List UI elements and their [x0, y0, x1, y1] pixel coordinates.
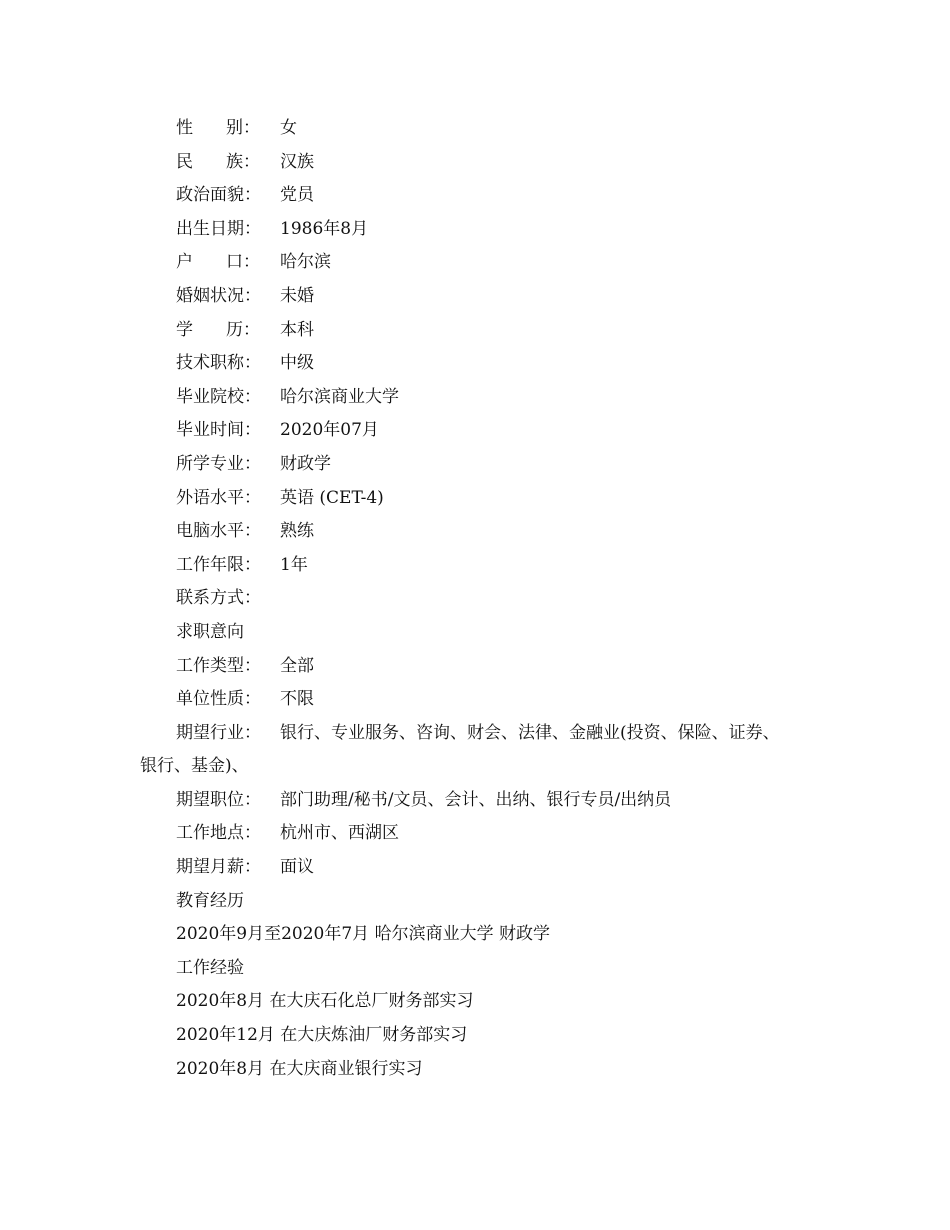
education-entry: 2020年9月至2020年7月 哈尔滨商业大学 财政学 [176, 924, 550, 945]
company-type-label: 单位性质： [176, 689, 261, 710]
intent-row-position [0, 784, 950, 818]
grad-time-value: 2020年07月 [280, 420, 379, 441]
contact-label: 联系方式： [176, 588, 261, 609]
profile-row-political [0, 179, 950, 213]
location-value: 杭州市、西湖区 [280, 823, 399, 844]
profile-row-degree [0, 314, 950, 348]
profile-row-school [0, 381, 950, 415]
intent-row-industry-cont [0, 750, 950, 784]
location-label: 工作地点： [176, 823, 261, 844]
language-label: 外语水平： [176, 487, 261, 508]
job-type-label: 工作类型： [176, 655, 261, 676]
profile-row-hukou [0, 246, 950, 280]
experience-entry: 2020年12月 在大庆炼油厂财务部实习 [176, 1025, 468, 1046]
profile-row-birth [0, 213, 950, 247]
profile-row-marital [0, 280, 950, 314]
ethnicity-label: 民 族： [176, 151, 260, 172]
profile-row-computer [0, 515, 950, 549]
intent-row-company-type [0, 683, 950, 717]
industry-value-line2: 银行、基金)、 [140, 756, 249, 777]
computer-label: 电脑水平： [176, 521, 261, 542]
degree-value: 本科 [280, 319, 314, 340]
experience-entry: 2020年8月 在大庆商业银行实习 [176, 1058, 423, 1079]
school-value: 哈尔滨商业大学 [280, 386, 399, 407]
salary-label: 期望月薪： [176, 857, 261, 878]
work-years-label: 工作年限： [176, 554, 261, 575]
political-value: 党员 [280, 185, 314, 206]
job-type-value: 全部 [280, 655, 314, 676]
intent-row-industry [0, 717, 950, 751]
birth-date-label: 出生日期： [176, 218, 261, 239]
position-label: 期望职位： [176, 789, 261, 810]
ethnicity-value: 汉族 [280, 151, 314, 172]
marital-label: 婚姻状况： [176, 285, 261, 306]
computer-value: 熟练 [280, 521, 314, 542]
profile-row-grad-time [0, 414, 950, 448]
intent-row-salary [0, 851, 950, 885]
intent-row-job-type [0, 650, 950, 684]
language-value: 英语 (CET-4) [280, 487, 384, 508]
tech-title-value: 中级 [280, 353, 314, 374]
profile-row-gender [0, 112, 950, 146]
profile-row-ethnicity [0, 146, 950, 180]
profile-row-contact [0, 582, 950, 616]
birth-date-value: 1986年8月 [280, 218, 369, 239]
resume-content [0, 112, 950, 1086]
section-heading-experience: 工作经验 [176, 957, 244, 978]
degree-label: 学 历： [176, 319, 260, 340]
intent-row-location [0, 817, 950, 851]
tech-title-label: 技术职称： [176, 353, 261, 374]
marital-value: 未婚 [280, 285, 314, 306]
hukou-value: 哈尔滨 [280, 252, 331, 273]
school-label: 毕业院校： [176, 386, 261, 407]
political-label: 政治面貌： [176, 185, 261, 206]
salary-value: 面议 [280, 857, 314, 878]
profile-row-major [0, 448, 950, 482]
major-label: 所学专业： [176, 453, 261, 474]
grad-time-label: 毕业时间： [176, 420, 261, 441]
industry-value-line1: 银行、专业服务、咨询、财会、法律、金融业(投资、保险、证券、 [280, 722, 780, 743]
company-type-value: 不限 [280, 689, 314, 710]
work-years-value: 1年 [280, 554, 308, 575]
section-heading-intent: 求职意向 [176, 621, 244, 642]
gender-value: 女 [280, 118, 297, 138]
experience-entry: 2020年8月 在大庆石化总厂财务部实习 [176, 991, 474, 1012]
section-heading-education: 教育经历 [176, 890, 244, 911]
profile-row-title [0, 347, 950, 381]
position-value: 部门助理/秘书/文员、会计、出纳、银行专员/出纳员 [280, 789, 672, 810]
industry-label: 期望行业： [176, 722, 261, 743]
major-value: 财政学 [280, 453, 331, 474]
hukou-label: 户 口： [176, 252, 260, 273]
profile-row-years [0, 549, 950, 583]
profile-row-language [0, 482, 950, 516]
gender-label: 性 别： [176, 118, 260, 138]
